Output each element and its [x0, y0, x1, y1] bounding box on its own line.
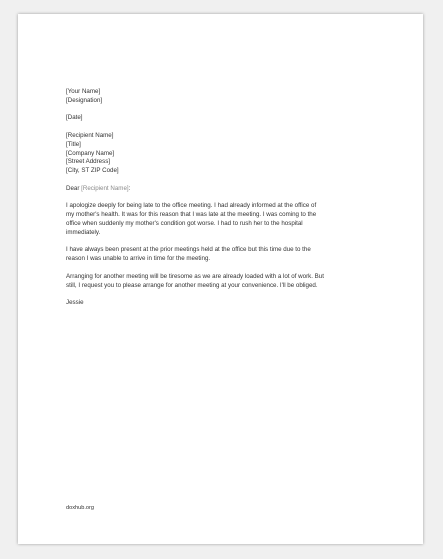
body-paragraph-2	[66, 246, 396, 264]
salutation-prefix: Dear	[66, 184, 82, 192]
sender-name: [Your Name]	[66, 88, 101, 95]
recipient-city: [City, ST ZIP Code]	[66, 167, 119, 175]
paragraph-line: office when suddenly my mother's condition got worse. I had to rush her to the hospital	[66, 219, 303, 227]
recipient-title: [Title]	[66, 140, 81, 148]
paragraph-line: I have always been present at the prior meetings held at the office but this time due to the	[66, 246, 311, 254]
sender-block	[66, 88, 396, 106]
paragraph-line: immediately.	[66, 228, 101, 236]
signature-block	[66, 299, 396, 308]
recipient-block	[66, 132, 396, 176]
recipient-company: [Company Name]	[66, 149, 115, 157]
paragraph-line: Arranging for another meeting will be tiresome as we are already loaded with a lot of work. But	[66, 272, 324, 280]
signature-name: Jessie	[66, 299, 84, 307]
sender-designation: [Designation]	[66, 96, 103, 104]
date-block	[66, 114, 396, 123]
paragraph-line: my mother's health. It was for this reason that I was late at the meeting. I was coming to the	[66, 211, 317, 219]
letter-content	[66, 88, 396, 317]
salutation-suffix: :	[128, 184, 131, 192]
recipient-name: [Recipient Name]	[66, 131, 114, 139]
letter-date: [Date]	[66, 114, 83, 122]
body-paragraph-3	[66, 273, 396, 291]
body-paragraph-1	[66, 202, 396, 237]
recipient-street: [Street Address]	[66, 158, 111, 166]
paragraph-line: still, I request you to please arrange for another meeting at your convenience. I'll be obliged.	[66, 281, 318, 289]
salutation-recipient-name: [Recipient Name]	[81, 184, 129, 192]
salutation	[66, 185, 396, 194]
paragraph-line: I apologize deeply for being late to the office meeting. I had already informed at the office of	[66, 202, 317, 210]
paragraph-line: reason I was unable to arrive in time for the meeting.	[66, 255, 211, 263]
letter-page	[18, 14, 423, 544]
footer-source: doxhub.org	[66, 505, 94, 511]
